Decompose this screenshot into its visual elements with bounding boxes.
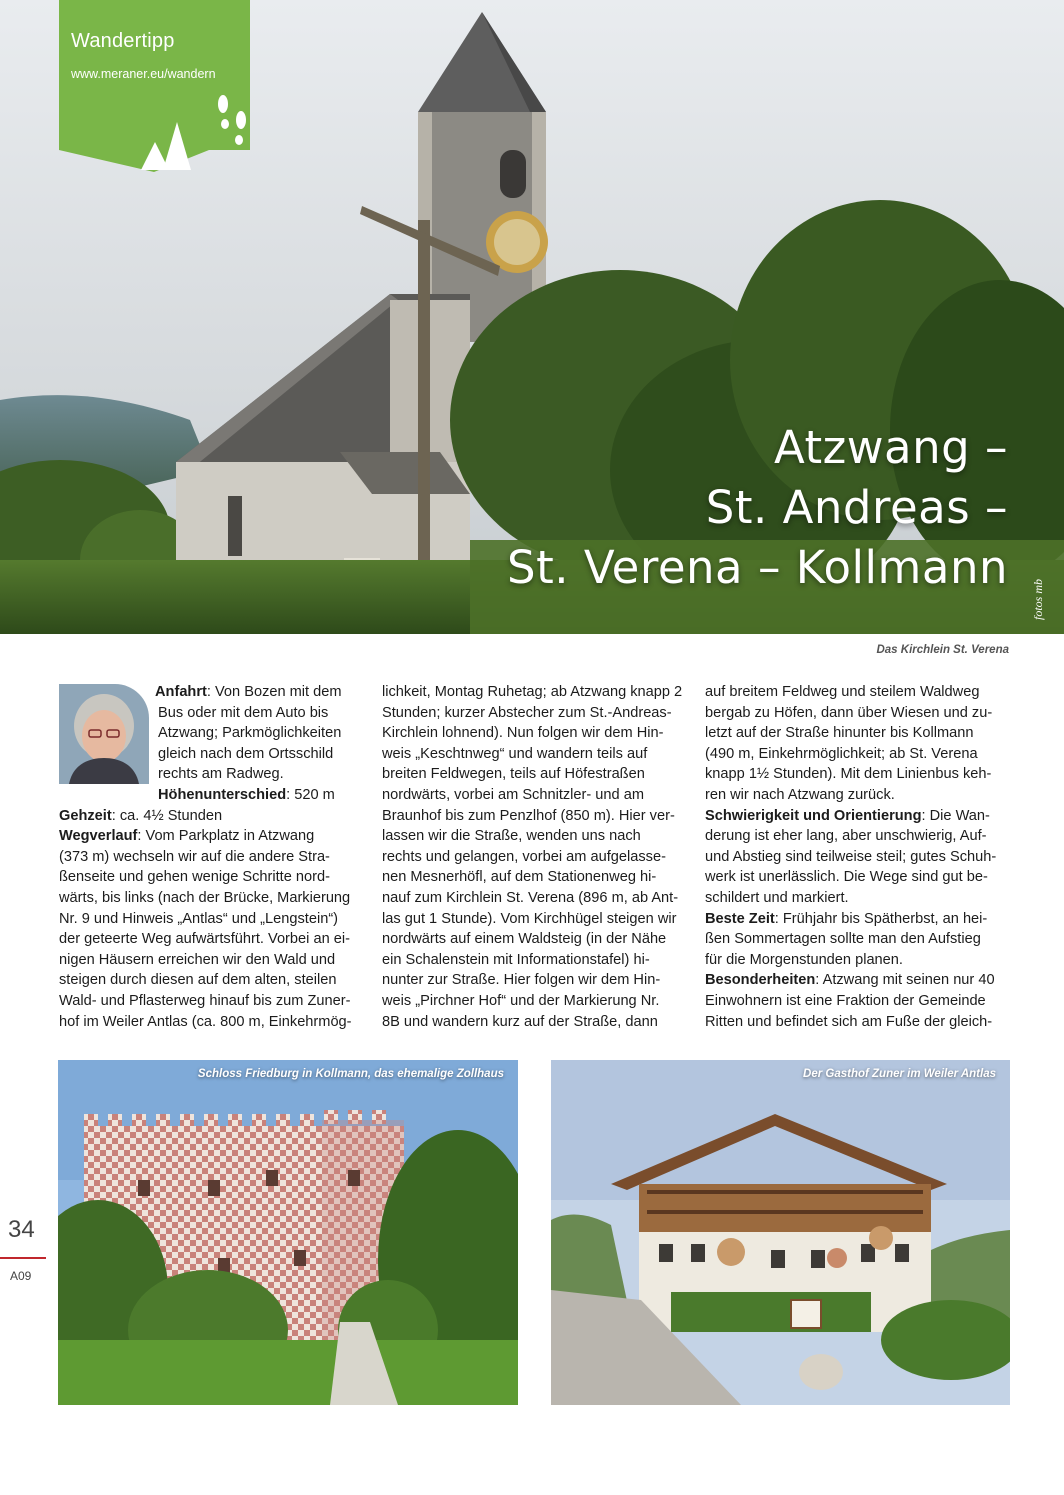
text-line: nauf zum Kirchlein St. Verena (896 m, ab Ant-: [382, 889, 679, 906]
text-line: bergab zu Höfen, dann über Wiesen und zu-: [705, 704, 993, 721]
text-line: breiten Feldwegen, teils auf Höfestraßen: [382, 766, 645, 783]
text-line: Wald- und Pflasterweg hinauf bis zum Zuner-: [59, 992, 351, 1009]
text-line: ßenseite und gehen wenige Schritte nord-: [59, 869, 330, 886]
title-line-1: Atzwang –: [773, 421, 1008, 474]
text-column-2: [382, 682, 683, 1032]
photo-gasthof-zuner: [551, 1060, 1010, 1405]
text-line: rechts und gelangen, vorbei am aufgelasse-: [382, 848, 666, 865]
text-line: Gehzeit: ca. 4½ Stunden: [59, 807, 223, 824]
photo-caption-right: Der Gasthof Zuner im Weiler Antlas: [803, 1068, 996, 1080]
text-line: hof im Weiler Antlas (ca. 800 m, Einkehrmög-: [59, 1013, 352, 1030]
text-line: und Abstieg sind teilweise steil; gutes Schuh-: [705, 848, 997, 865]
text-line: Beste Zeit: Frühjahr bis Spätherbst, an hei-: [705, 910, 988, 927]
text-line: schildert und markiert.: [705, 889, 849, 906]
photo-credit: fotos mb: [1031, 578, 1045, 620]
text-line: Wegverlauf: Vom Parkplatz in Atzwang: [59, 828, 315, 845]
text-line: Kirchlein lohnend). Nun folgen wir dem Hin-: [382, 725, 664, 742]
text-line: Bus oder mit dem Auto bis: [158, 704, 329, 721]
text-line: für die Morgenstunden planen.: [705, 951, 903, 968]
text-line: Atzwang; Parkmöglichkeiten: [158, 725, 342, 742]
title-line-3: St. Verena – Kollmann: [507, 541, 1008, 594]
text-line: Schwierigkeit und Orientierung: Die Wan-: [705, 807, 990, 824]
text-line: knapp 1½ Stunden). Mit dem Linienbus keh-: [705, 766, 992, 783]
text-line: lichkeit, Montag Ruhetag; ab Atzwang knapp 2: [382, 684, 683, 700]
text-line: Höhenunterschied: 520 m: [158, 786, 335, 803]
text-line: ren wir nach Atzwang zurück.: [705, 786, 895, 803]
text-line: Stunden; kurzer Abstecher zum St.-Andreas-: [382, 704, 672, 721]
text-line: auf breitem Feldweg und steilem Waldweg: [705, 684, 980, 700]
photo-schloss-friedburg: [58, 1060, 518, 1405]
text-line: Nr. 9 und Hinweis „Antlas“ und „Lengstein“): [59, 910, 339, 927]
hero-photo: [0, 0, 1064, 634]
text-line: Anfahrt: Von Bozen mit dem: [155, 684, 342, 700]
text-line: derung ist eher lang, aber unschwierig, Auf-: [705, 828, 987, 845]
text-line: Ritten und befindet sich am Fuße der gleich-: [705, 1013, 993, 1030]
article-title: [507, 418, 1008, 598]
text-line: nigen Häusern erreichen wir den Wald und: [59, 951, 336, 968]
text-column-3: [705, 682, 1001, 1032]
text-line: (373 m) wechseln wir auf die andere Stra-: [59, 848, 330, 865]
wandertipp-badge: [59, 0, 250, 172]
page-accent-rule: [0, 1257, 46, 1259]
text-line: ein Schalenstein mit Informationstafel) hi-: [382, 951, 650, 968]
text-line: 8B und wandern kurz auf der Straße, dann: [382, 1013, 658, 1030]
text-line: gleich nach dem Ortsschild: [158, 745, 334, 762]
text-line: (490 m, Einkehrmöglichkeit; ab St. Verena: [705, 745, 978, 762]
photo-caption-left: Schloss Friedburg in Kollmann, das ehemalige Zollhaus: [197, 1068, 504, 1080]
badge-background: [59, 0, 250, 172]
text-line: der geteerte Weg aufwärtsführt. Vorbei an ei-: [59, 931, 350, 948]
title-line-2: St. Andreas –: [705, 481, 1008, 534]
text-column-1: [59, 682, 355, 1032]
hero-caption: Das Kirchlein St. Verena: [876, 644, 1009, 656]
issue-code: A09: [10, 1269, 32, 1283]
text-line: letzt auf der Straße hinunter bis Kollmann: [705, 725, 974, 742]
badge-url[interactable]: www.meraner.eu/wandern: [71, 67, 216, 81]
text-line: Braunhof bis zum Penzlhof (850 m). Hier ver-: [382, 807, 675, 824]
text-line: weis „Keschtnweg“ und wandern teils auf: [382, 745, 648, 762]
text-line: weis „Pirchner Hof“ und der Markierung Nr.: [382, 992, 660, 1009]
text-line: Einwohnern ist eine Fraktion der Gemeinde: [705, 992, 986, 1009]
castle-illustration: [58, 1060, 518, 1405]
inn-illustration: [551, 1060, 1010, 1405]
text-line: nen Mesnerhöfl, auf dem Stationenweg hi-: [382, 869, 657, 886]
page-number: 34: [8, 1216, 35, 1243]
badge-title: Wandertipp: [71, 30, 175, 52]
text-line: lassen wir die Straße, wenden uns nach: [382, 828, 641, 845]
text-line: ßen Sommertagen sollte man den Aufstieg: [705, 931, 981, 948]
text-line: las gut 1 Stunde). Vom Kirchhügel steigen wir: [382, 910, 677, 927]
text-line: werk ist unerlässlich. Die Wege sind gut be-: [705, 869, 988, 886]
text-line: nordwärts, vorbei am Schnitzler- und am: [382, 786, 644, 803]
text-line: rechts am Radweg.: [158, 766, 284, 783]
text-line: nunter zur Straße. Hier folgen wir dem Hin-: [382, 972, 661, 989]
text-line: nordwärts auf einem Waldsteig (in der Nähe: [382, 931, 667, 948]
text-line: Besonderheiten: Atzwang mit seinen nur 40: [705, 972, 995, 989]
text-line: steigen durch diesen auf dem alten, steilen: [59, 972, 337, 989]
text-line: wärts, bis links (nach der Brücke, Markierung: [59, 889, 351, 906]
